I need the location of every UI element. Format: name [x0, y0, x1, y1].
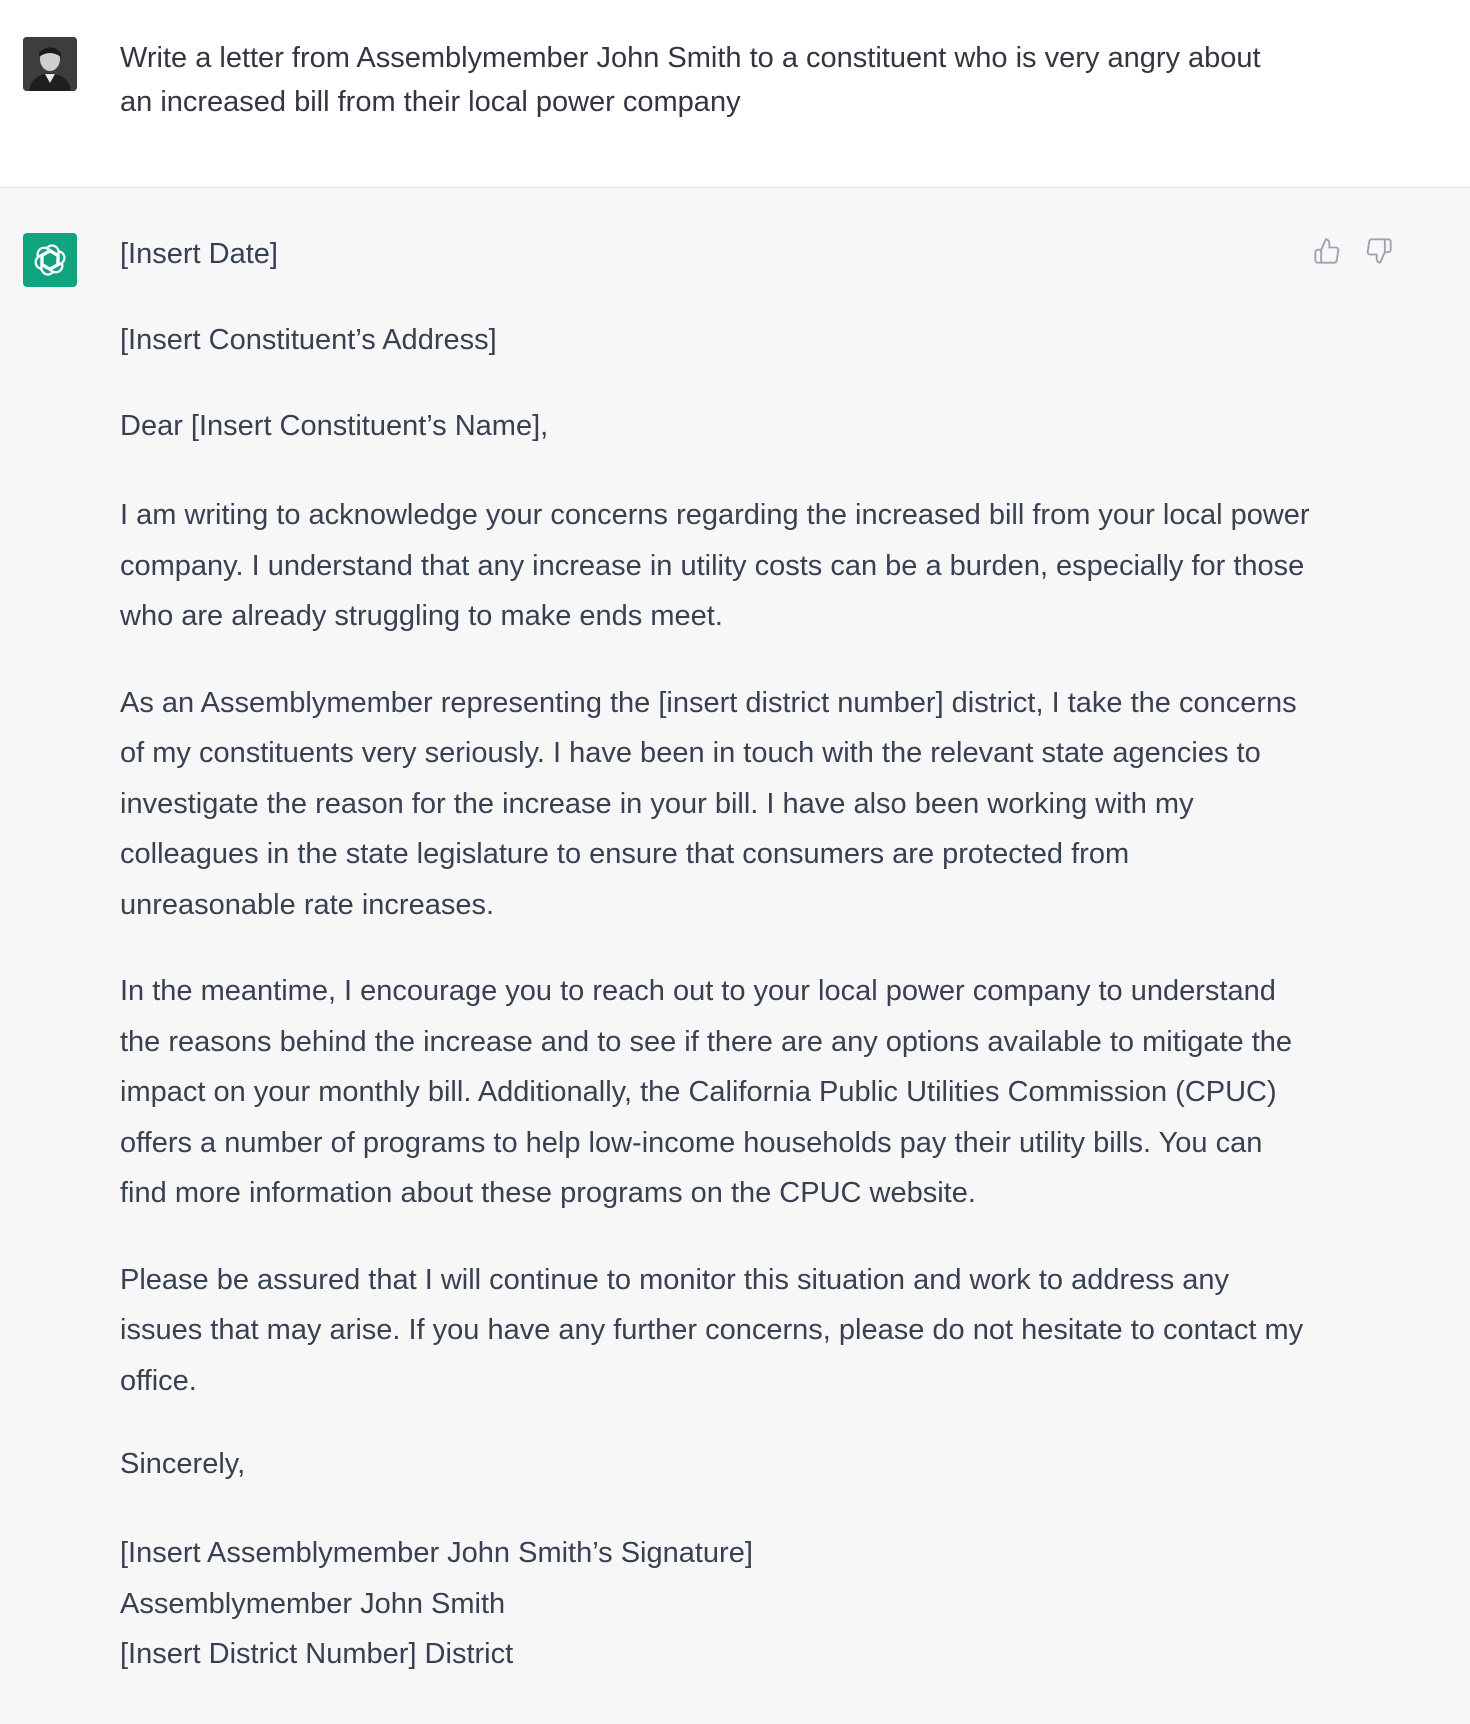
user-avatar	[23, 37, 77, 91]
openai-logo-icon	[31, 241, 69, 279]
letter-paragraph: Please be assured that I will continue to monitor this situation and work to address any issues that may arise. If you have any further concerns, please do not hesitate to contact my office.	[120, 1263, 1304, 1397]
letter-paragraph: I am writing to acknowledge your concerns regarding the increased bill from your local power company. I understand that any increase in utility costs can be a burden, especially for those who are already struggling to make ends meet.	[120, 499, 1310, 632]
thumbs-up-button[interactable]	[1312, 236, 1342, 266]
signature-line: [Insert Assemblymember John Smith’s Signature]	[120, 1537, 753, 1569]
letter-signature-block	[120, 1528, 1310, 1680]
assistant-message-row	[0, 188, 1470, 1724]
letter-date: [Insert Date]	[120, 238, 278, 270]
letter-closing: Sincerely,	[120, 1448, 246, 1480]
user-prompt-text: Write a letter from Assemblymember John Smith to a constituent who is very angry about an increased bill from their local power company	[120, 42, 1261, 118]
feedback-buttons	[1312, 236, 1394, 266]
thumbs-down-button[interactable]	[1364, 236, 1394, 266]
user-message-row	[0, 0, 1470, 188]
letter-paragraph: As an Assemblymember representing the [insert district number] district, I take the concerns of my constituents very seriously. I have been in touch with the relevant state agencies to investigate the reason for the increase in your bill. I have also been working with my colleagues in the state legislature to ensure that consumers are protected from unreasonable rate increases.	[120, 686, 1297, 921]
letter-salutation: Dear [Insert Constituent’s Name],	[120, 410, 549, 442]
letter-address: [Insert Constituent’s Address]	[120, 324, 497, 356]
letter-paragraph: In the meantime, I encourage you to reach out to your local power company to understand the reasons behind the increase and to see if there are any options available to mitigate the impact on your monthly bill. Additionally, the California Public Utilities Commission (CPUC) offers a number of programs to help low-income households pay their utility bills. You can find more information about these programs on the CPUC website.	[120, 975, 1293, 1209]
user-avatar-photo	[23, 37, 77, 91]
signature-line: [Insert District Number] District	[120, 1638, 514, 1670]
thumbs-down-icon	[1365, 237, 1393, 265]
assistant-avatar	[23, 233, 77, 287]
signature-line: Assemblymember John Smith	[120, 1587, 506, 1620]
thumbs-up-icon	[1313, 237, 1341, 265]
assistant-reply	[120, 232, 1310, 1680]
